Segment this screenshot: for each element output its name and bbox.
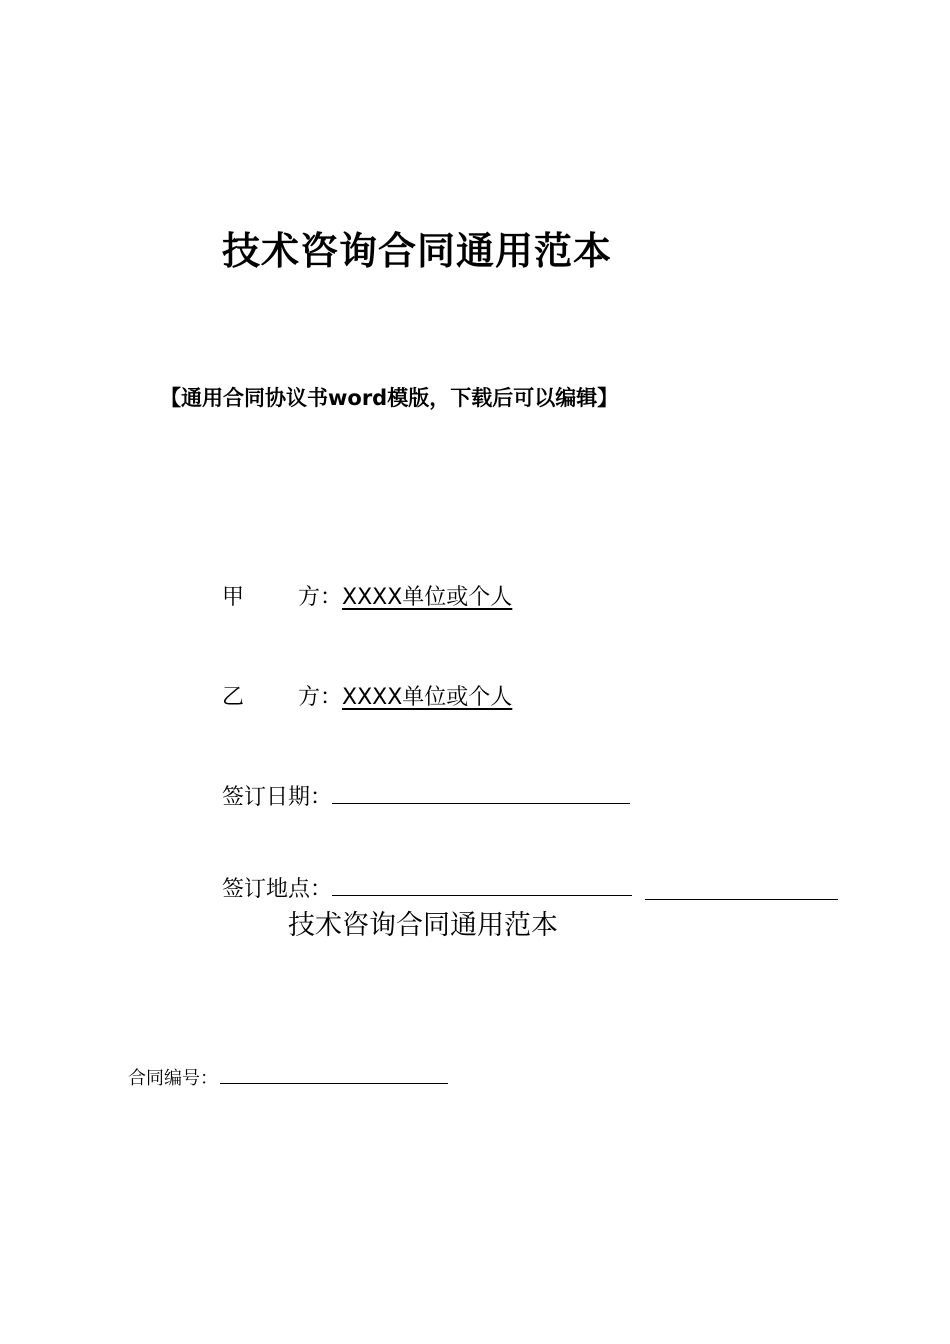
party-a-label-rest: 方： [298,585,343,610]
contract-number-row [128,1064,448,1090]
sign-place-blank-line [332,873,632,896]
horizontal-rule [645,899,838,900]
party-b-value: XXXX单位或个人 [342,685,513,710]
party-a-value: XXXX单位或个人 [342,585,513,610]
sign-place-label: 签订地点： [222,877,333,902]
contract-number-label: 合同编号： [128,1068,218,1089]
contract-number-blank-line [220,1065,448,1084]
party-a-row [222,580,512,611]
party-b-label-first: 乙 [222,685,245,710]
party-a-label-first: 甲 [222,585,245,610]
sign-place-row [222,872,632,903]
party-b-label-rest: 方： [298,685,343,710]
section-title: 技术咨询合同通用范本 [288,910,558,941]
party-b-row [222,680,512,711]
sign-date-label: 签订日期： [222,785,333,810]
sign-date-blank-line [332,781,630,804]
sign-date-row [222,780,630,811]
document-subtitle: 【通用合同协议书word模版，下载后可以编辑】 [160,386,619,410]
document-title: 技术咨询合同通用范本 [222,229,613,273]
